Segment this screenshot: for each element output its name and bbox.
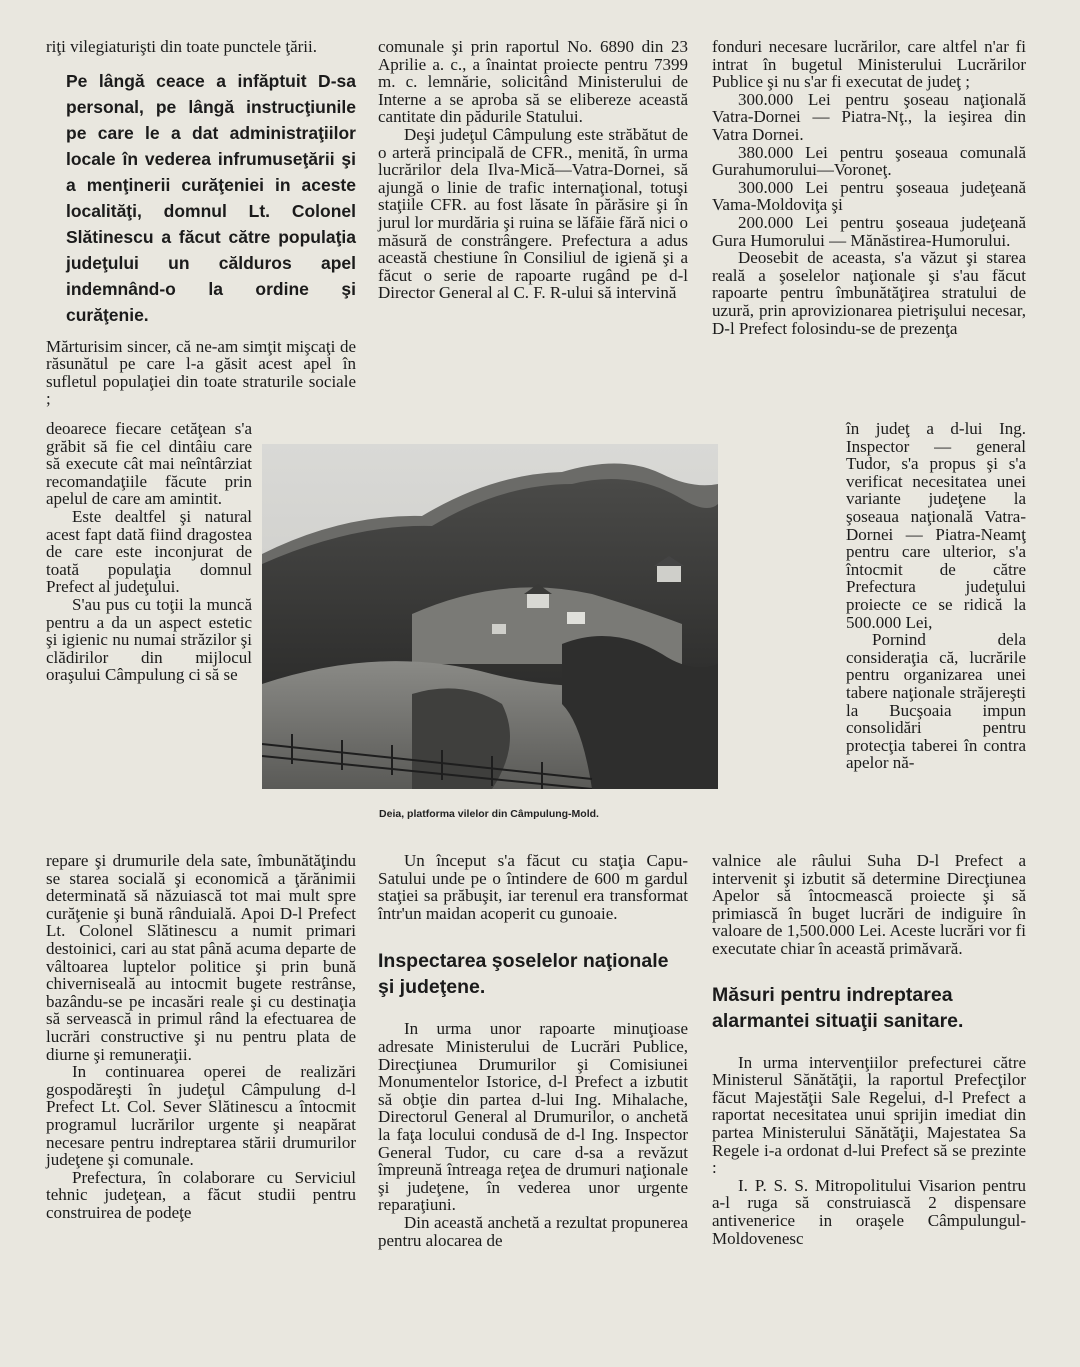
paragraph: Este dealtfel şi natural acest fapt dată fiind dragostea de care este inconjurat de toată populaţia domnul Prefect al judeţului. xyxy=(46,506,252,597)
paragraph: Din această anchetă a rezultat propunerea pentru alocarea de xyxy=(378,1212,688,1250)
paragraph: valnice ale râului Suha D-l Prefect a intervenit şi izbutit să determine Direcţiunea Apelor să întocmească proiecte şi să primiască în buget lucrări de indiguire în valoare de 1,500.000 Lei. Aceste lucrări vor fi executate chiar în această primăvară. xyxy=(712,851,1026,958)
paragraph: deoarece fiecare cetăţean s'a grăbit să fie cel dintâiu care să execute cât mai neîntârziat recomandaţiile făcute prin apelul de care am amintit. xyxy=(46,419,252,509)
paragraph: fonduri necesare lucrărilor, care altfel n'ar fi intrat în bugetul Ministerului Lucrărilor Publice şi nu s'ar fi executat de judeţ ; xyxy=(712,37,1026,92)
paragraph: S'au pus cu toţii la muncă pentru a da un aspect estetic şi igienic nu numai străzilor şi clădirilor din mijlocul oraşului Câmpulung ci să se xyxy=(46,594,252,685)
photo-caption: Deia, platforma vilelor din Câmpulung-Mold. xyxy=(379,808,599,820)
paragraph: 300.000 Lei pentru şoseau naţională Vatra-Dornei — Piatra-Nţ., la ieşirea din Vatra Dornei. xyxy=(712,89,1026,144)
column-1-narrow xyxy=(46,420,252,684)
paragraph: Prefectura, în colaborare cu Serviciul tehnic judeţean, a făcut studii pentru construirea de podeţe xyxy=(46,1167,356,1222)
paragraph: Pornind dela consideraţia că, lucrările pentru organizarea unei tabere naţionale străjereşti la Bucşoaia impun consolidări pentru protecţia taberei în contra apelor nă- xyxy=(846,630,1026,773)
paragraph: 300.000 Lei pentru şoseaua judeţeană Vama-Moldoviţa şi xyxy=(712,177,1026,215)
column-1-top xyxy=(46,38,356,408)
section-heading: Măsuri pentru indreptarea alarmantei situaţii sanitare. xyxy=(712,983,964,1032)
paragraph: comunale şi prin raportul No. 6890 din 23 Aprilie a. c., a înaintat proiecte pentru 7399 m. c. lemnărie, solicitând Ministerului de Interne a se aproba să se elibereze această cantitate din pădurile Statului. xyxy=(378,37,688,127)
paragraph: 380.000 Lei pentru şoseaua comunală Gurahumorului—Voroneţ. xyxy=(712,142,1026,180)
paragraph: riţi vilegiaturişti din toate punctele ţării. xyxy=(46,37,317,56)
landscape-photo-image xyxy=(262,444,718,789)
column-3-bottom xyxy=(712,852,1026,1247)
paragraph: In urma intervenţiilor prefecturei către Ministerul Sănătăţii, la raportul Prefecţilor făcut Majestăţii Sale Regelui, d-l Prefect a raportat necesitatea unui sprijin imediat din partea Ministerului Sănătăţii, Majestatea Sa Regele i-a ordonat d-lui Prefect să se prezinte : xyxy=(712,1052,1026,1178)
column-2-top xyxy=(378,38,688,302)
paragraph: Mărturisim sincer, că ne-am simţit mişcaţi de răsunătul pe care l-a găsit acest apel în sufletul populaţiei din toate straturile sociale ; xyxy=(46,336,356,409)
column-1-bottom xyxy=(46,852,356,1221)
paragraph: In urma unor rapoarte minuţioase adresate Ministerului de Lucrări Publice, Direcţiunea Drumurilor şi Comisiunei Monumentelor Istorice, d-l Prefect a izbutit să obţie din partea d-lui Ing. Mihalache, Directorul General al Drumurilor, o anchetă la faţa locului condusă de d-l Ing. Inspector General Tudor, cu care d-sa a revăzut împreună întreaga reţea de drumuri naţionale şi judeţene, în vederea unor urgente reparaţiuni. xyxy=(378,1019,688,1215)
section-heading: Inspectarea şoselelor naţionale şi judeţene. xyxy=(378,950,669,999)
paragraph: I. P. S. S. Mitropolitului Visarion pentru a-l ruga să construiască 2 dispensare antivenerice in oraşele Câmpulungul-Moldovenesc xyxy=(712,1175,1026,1248)
paragraph: 200.000 Lei pentru şoseaua judeţeană Gura Humorului — Mănăstirea-Humorului. xyxy=(712,212,1026,250)
column-3-narrow xyxy=(846,420,1026,772)
paragraph: Un început s'a făcut cu staţia Capu-Satului unde pe o întindere de 600 m gardul staţiei sa prăbuşit, iar terenul era transformat într'un maidan acoperit cu gunoaie. xyxy=(378,851,688,923)
paragraph: repare şi drumurile dela sate, îmbunătăţindu se starea socială şi economică a ţărănimii determinată să năzuiască tot mai mult spre curăţenie şi bună rânduială. Apoi D-l Prefect Lt. Colonel Slătinescu a numit primari destoinici, cari au stat până acuma departe de vâltoarea luptelor politice şi prin bună chiverniseală au intocmit bugete restrânse, bazându-se pe incasări reale şi cu destinaţia să servească in primul rând la efectuarea de lucrări constructive şi nu pentru plata de diurne şi remuneraţii. xyxy=(46,851,356,1064)
column-3-top xyxy=(712,38,1026,337)
paragraph: Deşi judeţul Câmpulung este străbătut de o arteră principală de CFR., menită, în urma lucrărilor dela Ilva-Mică—Vatra-Dornei, să ajungă o linie de trafic internaţional, totuşi staţiile CFR. au fost lăsate în părăsire şi în jurul lor murdăria şi ruina se lăfăie fără nici o măsură de constrângere. Prefectura a adus această chestiune în Consiliul de igienă şi a făcut o serie de rapoarte rugând pe d-l Director General al C. F. R-ului să intervină xyxy=(378,124,688,303)
landscape-photo xyxy=(262,444,718,789)
paragraph: în judeţ a d-lui Ing. Inspector — general Tudor, s'a propus şi s'a verificat necesitatea unei variante judeţene la şoseaua naţională Vatra-Dornei — Piatra-Neamţ pentru care ulterior, s'a întocmit de către Prefectura judeţului proiecte ce se ridică la 500.000 Lei, xyxy=(846,419,1026,632)
paragraph: Deosebit de aceasta, s'a văzut şi starea reală a şoselelor naţionale şi s'au făcut rapoarte pentru îmbunătăţirea stratului de uzură, prin aprovizionarea pietrişului necesar, D-l Prefect folosindu-se de prezenţa xyxy=(712,248,1026,338)
paragraph: In continuarea operei de realizări gospodăreşti în judeţul Câmpulung d-l Prefect Lt. Col. Sever Slătinescu a întocmit programul lucrărilor urgente şi neapărat necesare pentru indreptarea stării drumurilor judeţene şi comunale. xyxy=(46,1062,356,1170)
column-2-bottom xyxy=(378,852,688,1249)
lead-paragraph: Pe lângă ceace a infăptuit D-sa personal, pe lângă instrucţiunile pe care le a dat administraţiilor locale în vederea infrumuseţării şi a menţinerii curăţeniei in aceste localităţi, domnul Lt. Colonel Slătinescu a făcut către populaţia judeţului un călduros apel indemnând-o la ordine şi curăţenie. xyxy=(66,70,356,325)
